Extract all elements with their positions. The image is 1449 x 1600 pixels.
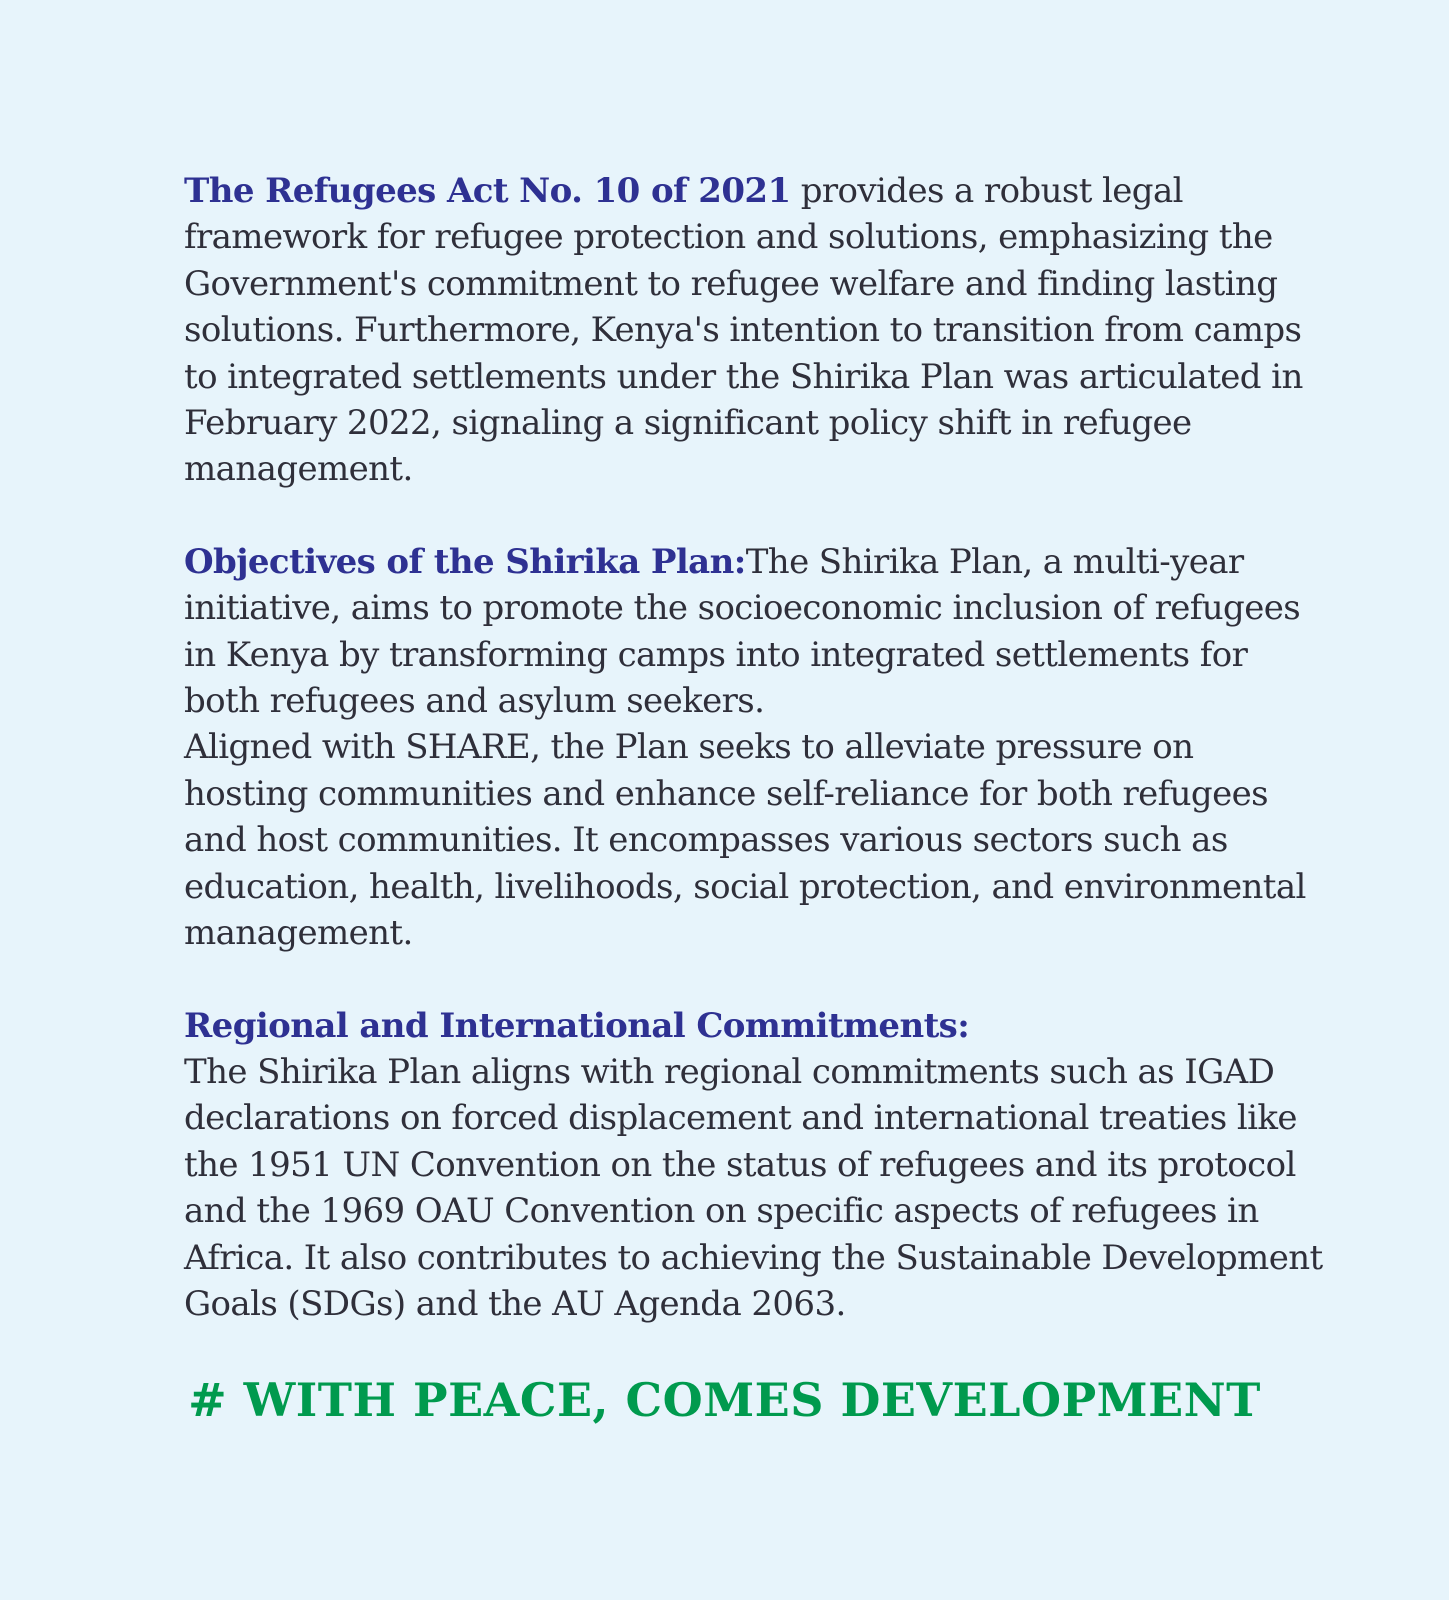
legal-text: provides a robust legal framework for refugee protection and solutions, emphasizing the Government's commitment to refugee welfare and finding lasting solutions. Furthermore, Kenya's intention to transition from camps to integrated settlements under the Shirika Plan was articulated in February 2022, signaling a significant policy shift in refugee management. bbox=[184, 171, 1303, 490]
objectives-text: The Shirika Plan, a multi-year initiative, aims to promote the socioeconomic inclusion of refugees in Kenya by transforming camps into integrated settlements for both refugees and asylum seekers. bbox=[184, 541, 1301, 722]
legal-paragraph bbox=[184, 168, 1324, 493]
hashtag-slogan: # WITH PEACE, COMES DEVELOPMENT bbox=[188, 1373, 1261, 1427]
commitments-text: The Shirika Plan aligns with regional commitments such as IGAD declarations on forced displacement and international treaties like the 1951 UN Convention on the status of refugees and its protocol and the 1969 OAU Convention on specific aspects of refugees in Africa. It also contributes to achieving the Sustainable Development Goals (SDGs) and the AU Agenda 2063. bbox=[184, 1051, 1323, 1324]
commitments-heading: Regional and International Commitments: bbox=[184, 1005, 970, 1046]
objectives-text-2: Aligned with SHARE, the Plan seeks to alleviate pressure on hosting communities and enhance self-reliance for both refugees and host communities. It encompasses various sectors such as education, health, livelihoods, social protection, and environmental management. bbox=[184, 727, 1306, 954]
commitments-paragraph bbox=[184, 1003, 1324, 1328]
legal-heading: The Refugees Act No. 10 of 2021 bbox=[184, 171, 791, 211]
objectives-heading: Objectives of the Shirika Plan: bbox=[184, 541, 746, 582]
objectives-paragraph-2 bbox=[184, 724, 1324, 956]
document-body bbox=[184, 168, 1324, 1327]
objectives-paragraph bbox=[184, 539, 1324, 725]
